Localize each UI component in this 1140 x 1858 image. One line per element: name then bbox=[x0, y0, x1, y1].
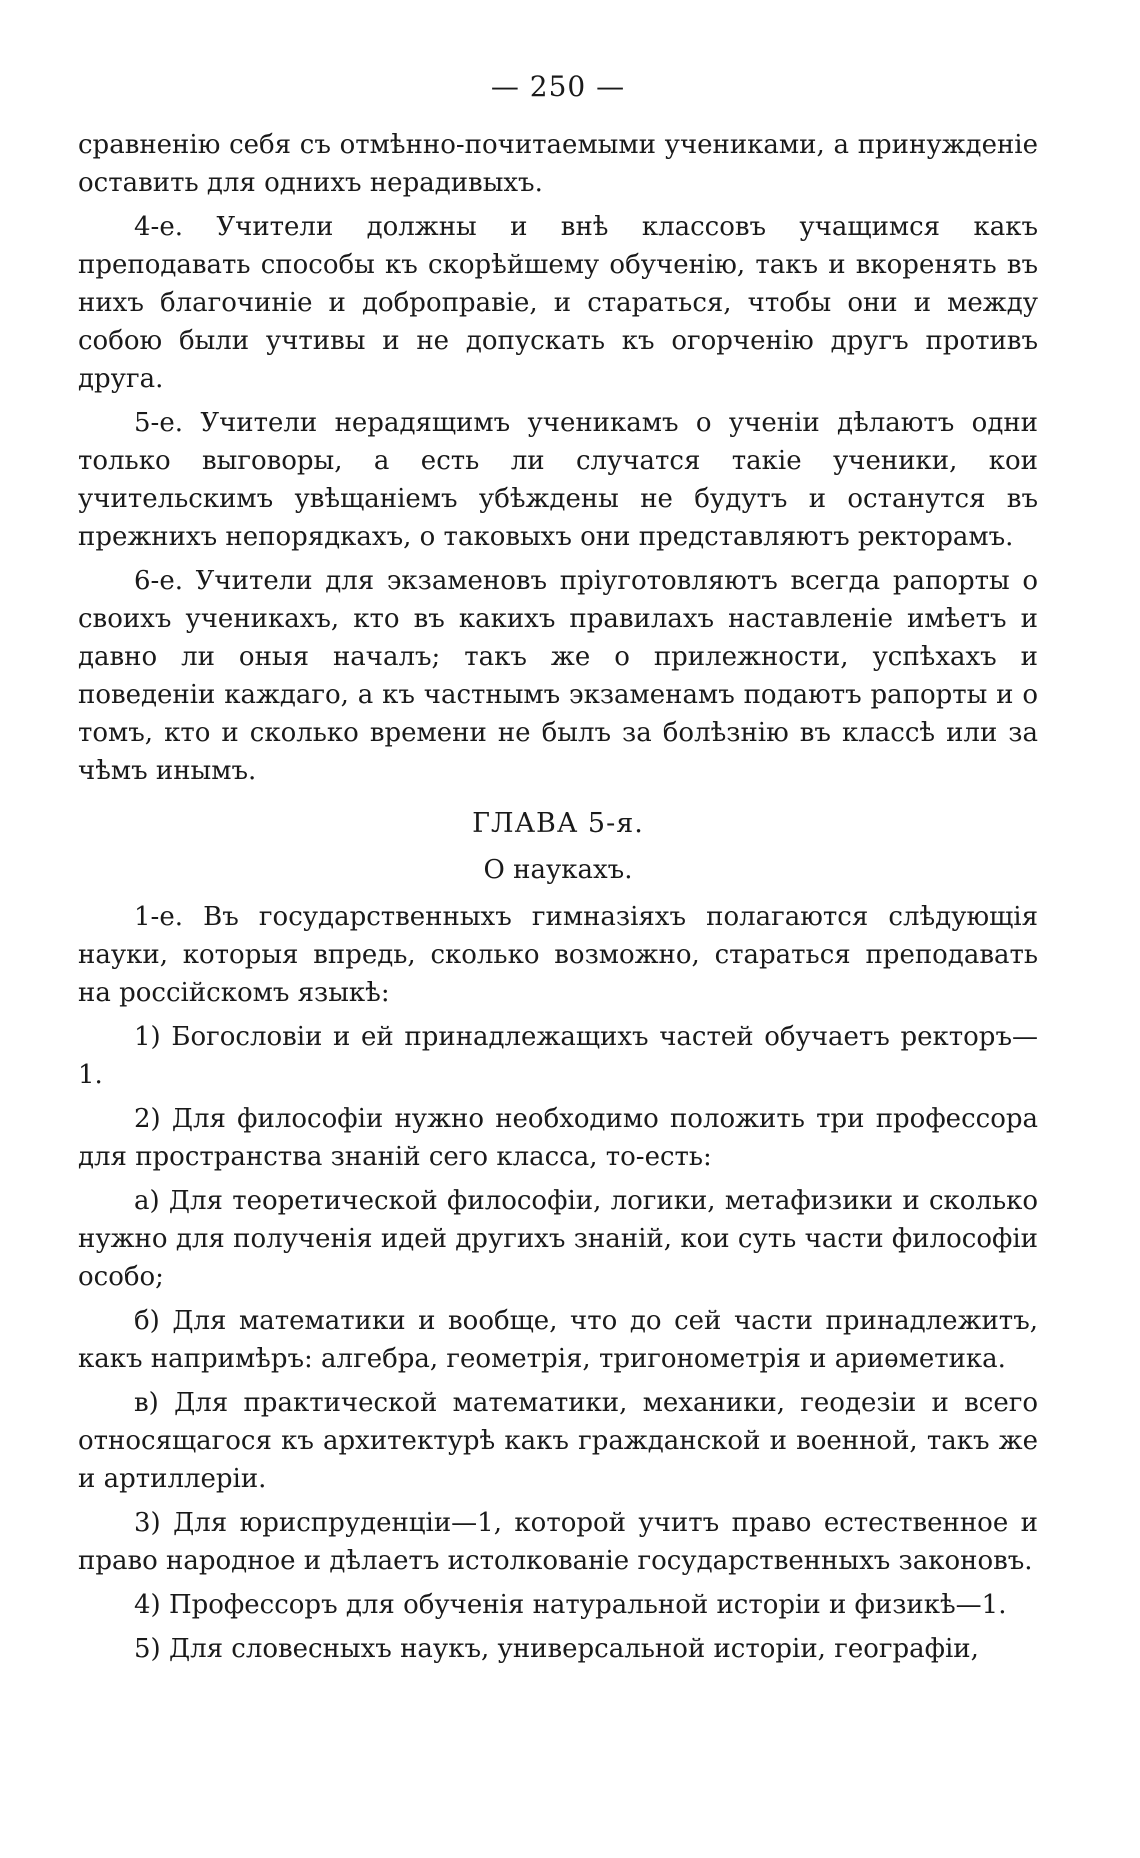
paragraph-1: 1-е. Въ государственныхъ гимназіяхъ полагаются слѣдующія науки, которыя впредь, сколько возможно, стараться преподавать на россійскомъ языкѣ: bbox=[78, 902, 1038, 1008]
list-item-3: 3) Для юриспруденціи—1, которой учитъ право естественное и право народное и дѣлаетъ истолкованіе государственныхъ законовъ. bbox=[78, 1508, 1038, 1576]
list-item-2: 2) Для философіи нужно необходимо положить три профессора для пространства знаній сего класса, то-есть: bbox=[78, 1104, 1038, 1172]
list-item-4: 4) Профессоръ для обученія натуральной исторіи и физикѣ—1. bbox=[134, 1590, 1007, 1620]
list-item-2b: б) Для математики и вообще, что до сей части принадлежитъ, какъ напримѣръ: алгебра, геометрія, тригонометрія и ариѳметика. bbox=[78, 1306, 1038, 1374]
page-body bbox=[78, 126, 1038, 1674]
paragraph-4: 4-е. Учители должны и внѣ классовъ учащимся какъ преподавать способы къ скорѣйшему обученію, такъ и вкоренять въ нихъ благочиніе и доброправіе, и стараться, чтобы они и между собою были учтивы и не допускать къ огорченію другъ противъ друга. bbox=[78, 212, 1038, 394]
chapter-title: ГЛАВА 5-я. bbox=[472, 808, 644, 839]
chapter-subtitle: О наукахъ. bbox=[483, 855, 633, 885]
paragraph-5: 5-е. Учители нерадящимъ ученикамъ о ученіи дѣлаютъ одни только выговоры, а есть ли случатся такіе ученики, кои учительскимъ увѣщаніемъ убѣждены не будутъ и останутся въ прежнихъ непорядкахъ, о таковыхъ они представляютъ ректорамъ. bbox=[78, 408, 1038, 552]
list-item-2v: в) Для практической математики, механики, геодезіи и всего относящагося къ архитектурѣ какъ гражданской и военной, такъ же и артиллеріи. bbox=[78, 1388, 1038, 1494]
list-item-2a: а) Для теоретической философіи, логики, метафизики и сколько нужно для полученія идей другихъ знаній, кои суть части философіи особо; bbox=[78, 1186, 1038, 1292]
list-item-1: 1) Богословіи и ей принадлежащихъ частей обучаетъ ректоръ—1. bbox=[78, 1022, 1038, 1090]
list-item-5: 5) Для словесныхъ наукъ, универсальной исторіи, географіи, bbox=[134, 1634, 979, 1664]
paragraph-continuation: сравненію себя съ отмѣнно-почитаемыми учениками, а принужденіе оставить для однихъ нерадивыхъ. bbox=[78, 130, 1038, 198]
paragraph-6: 6-е. Учители для экзаменовъ пріуготовляютъ всегда рапорты о своихъ ученикахъ, кто въ какихъ правилахъ наставленіе имѣетъ и давно ли оныя началъ; такъ же о прилежности, успѣхахъ и поведеніи каждаго, а къ частнымъ экзаменамъ подаютъ рапорты и о томъ, кто и сколько времени не былъ за болѣзнію въ классѣ или за чѣмъ инымъ. bbox=[78, 566, 1038, 786]
page-number: — 250 — bbox=[490, 70, 626, 103]
